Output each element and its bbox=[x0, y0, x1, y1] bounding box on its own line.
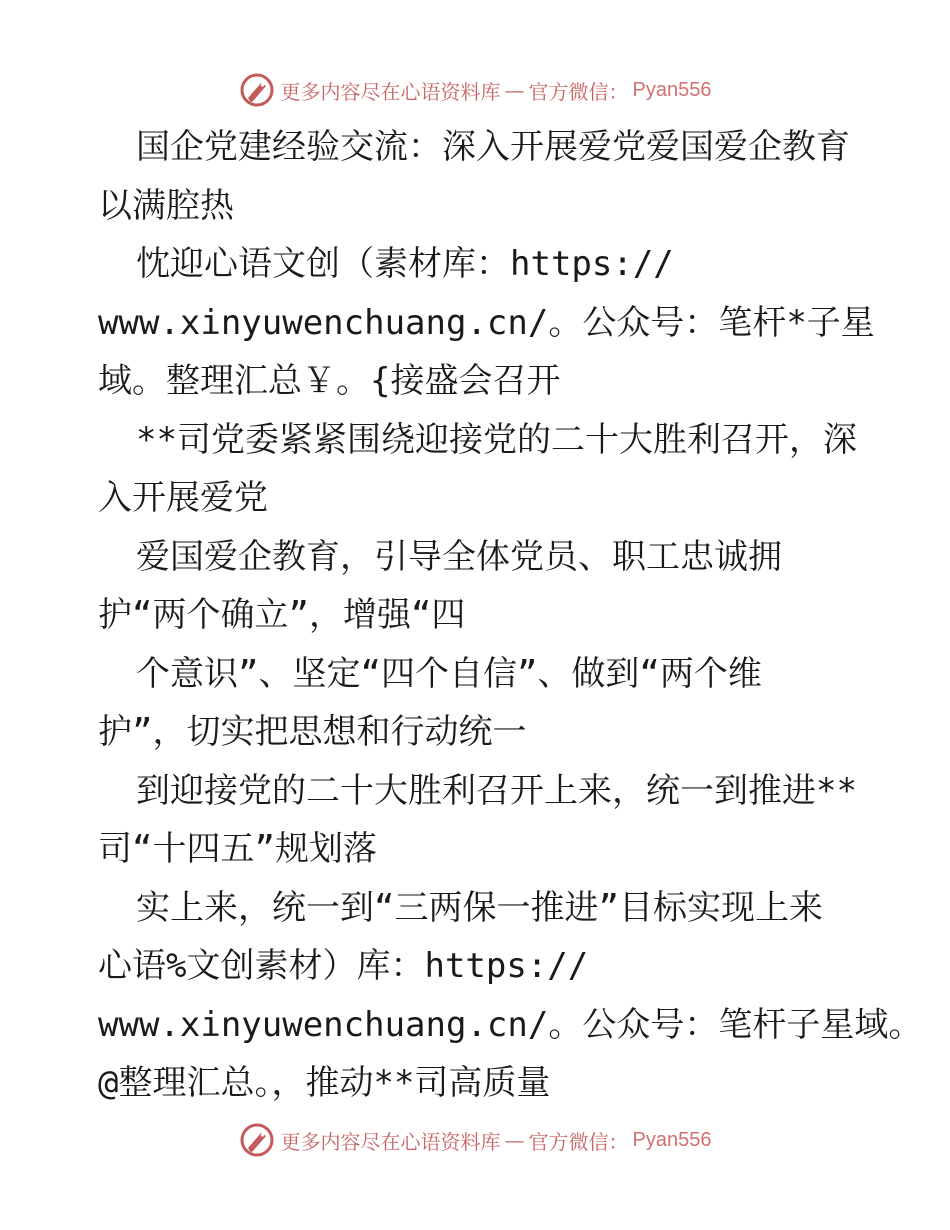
body-line: 域。整理汇总￥。{接盛会召开 bbox=[98, 361, 561, 401]
banner-wechat-id: Pyan556 bbox=[632, 78, 712, 101]
body-line: 国企党建经验交流：深入开展爱党爱国爱企教育 bbox=[136, 127, 850, 167]
banner-wechat-label: 官方微信： bbox=[528, 1129, 629, 1154]
body-line: 入开展爱党 bbox=[98, 478, 268, 518]
document-body bbox=[98, 118, 923, 1113]
pen-nib-logo-icon bbox=[239, 1122, 275, 1158]
banner-separator: — bbox=[504, 78, 525, 102]
body-line: 实上来，统一到“三两保一推进”目标实现上来 bbox=[136, 887, 823, 928]
body-line: www.xinyuwenchuang.cn/。公众号：笔杆子星域。 bbox=[98, 1004, 923, 1045]
body-line: @整理汇总。，推动**司高质量 bbox=[98, 1063, 551, 1103]
body-line: 忱迎心语文创（素材库：https:// bbox=[136, 244, 674, 284]
body-line: www.xinyuwenchuang.cn/。公众号：笔杆*子星 bbox=[98, 302, 875, 343]
body-line: 个意识”、坚定“四个自信”、做到“两个维 bbox=[136, 653, 762, 694]
banner-brand-text: 更多内容尽在心语资料库 bbox=[280, 1129, 501, 1154]
banner-wechat-label: 官方微信： bbox=[528, 79, 629, 104]
footer-watermark-banner bbox=[0, 1118, 950, 1162]
body-line: 护“两个确立”，增强“四 bbox=[98, 595, 466, 635]
banner-separator: — bbox=[504, 1128, 525, 1152]
header-watermark-banner bbox=[0, 68, 950, 112]
body-line: 以满腔热 bbox=[98, 185, 234, 226]
banner-brand-text: 更多内容尽在心语资料库 bbox=[280, 79, 501, 104]
body-line: **司党委紧紧围绕迎接党的二十大胜利召开，深 bbox=[136, 419, 857, 460]
body-line: 司“十四五”规划落 bbox=[98, 829, 377, 869]
banner-wechat-id: Pyan556 bbox=[632, 1128, 712, 1151]
body-line: 护”，切实把思想和行动统一 bbox=[98, 712, 527, 752]
pen-nib-logo-icon bbox=[239, 72, 275, 108]
body-line: 到迎接党的二十大胜利召开上来，统一到推进** bbox=[136, 770, 857, 811]
body-line: 爱国爱企教育，引导全体党员、职工忠诚拥 bbox=[136, 536, 782, 577]
body-line: 心语%文创素材）库：https:// bbox=[98, 946, 589, 986]
